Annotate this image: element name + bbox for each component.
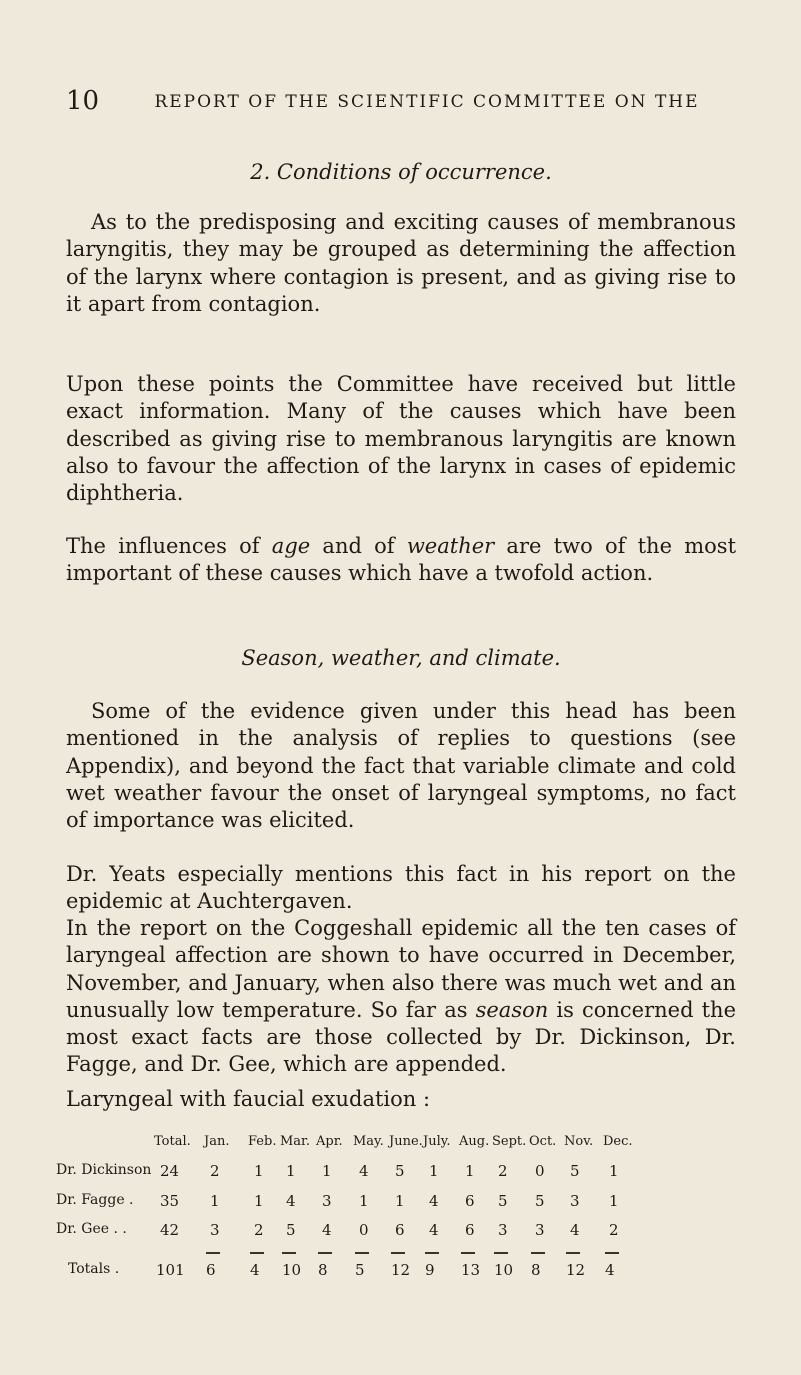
paragraph <box>66 533 736 588</box>
table-cell: 6 <box>465 1192 475 1210</box>
table-cell: 1 <box>322 1162 332 1180</box>
total-cell: 8 <box>318 1261 328 1279</box>
text-run: In the report on the Coggeshall epidemic all the ten cases of laryngeal affection are shown to have occurred in December, November, and January, when also there was much wet and an unusually low temperature. So far as <box>66 916 736 1022</box>
table-cell: 2 <box>498 1162 508 1180</box>
total-cell: 13 <box>461 1261 481 1279</box>
column-header: Oct. <box>529 1134 557 1149</box>
sum-rule <box>206 1252 220 1254</box>
column-header: Apr. <box>316 1134 343 1149</box>
table-cell: 4 <box>429 1192 439 1210</box>
total-cell: 6 <box>206 1261 216 1279</box>
total-cell: 12 <box>391 1261 411 1279</box>
column-header: Sept. <box>492 1134 527 1149</box>
total-cell: 10 <box>494 1261 514 1279</box>
column-header: Dec. <box>603 1134 633 1149</box>
paragraph: As to the predisposing and exciting causes of membranous laryngitis, they may be grouped as determining the affection of the larynx where contagion is present, and as giving rise to it apart from contagion. <box>66 210 736 316</box>
sum-rule <box>425 1252 439 1254</box>
table-cell: 1 <box>395 1192 405 1210</box>
sum-rule <box>605 1252 619 1254</box>
table-cell: 5 <box>570 1162 580 1180</box>
table-cell: 1 <box>210 1192 220 1210</box>
table-cell: 3 <box>210 1221 220 1239</box>
sum-rule <box>494 1252 508 1254</box>
table-cell: 24 <box>160 1162 180 1180</box>
table-cell: 1 <box>609 1192 619 1210</box>
paragraph <box>66 915 736 1079</box>
column-header: Feb. <box>248 1134 277 1149</box>
table-cell: 3 <box>322 1192 332 1210</box>
total-cell: 10 <box>282 1261 302 1279</box>
sum-rule <box>250 1252 264 1254</box>
sum-rule <box>531 1252 545 1254</box>
total-cell: 4 <box>250 1261 260 1279</box>
section-heading: 2. Conditions of occurrence. <box>250 160 552 184</box>
emphasis: age <box>271 534 311 558</box>
text-run: and of <box>310 534 407 558</box>
page-number: 10 <box>66 86 100 116</box>
sum-rule <box>461 1252 475 1254</box>
row-label: Dr. Dickinson <box>56 1162 152 1178</box>
total-cell: 8 <box>531 1261 541 1279</box>
paragraph: Dr. Yeats especially mentions this fact in his report on the epidemic at Auchtergaven. <box>66 862 736 914</box>
table-cell: 0 <box>535 1162 545 1180</box>
table-cell: 4 <box>570 1221 580 1239</box>
table-cell: 2 <box>210 1162 220 1180</box>
paragraph: Some of the evidence given under this head has been mentioned in the analysis of replies to questions (see Appendix), and beyond the fact that variable climate and cold wet weather favour the onset of laryngeal symptoms, no fact of importance was elicited. <box>66 699 736 833</box>
column-header: Mar. <box>280 1134 310 1149</box>
table-cell: 6 <box>465 1221 475 1239</box>
total-cell: 5 <box>355 1261 365 1279</box>
sum-rule <box>566 1252 580 1254</box>
table-cell: 6 <box>395 1221 405 1239</box>
monthly-cases-table <box>56 1128 736 1338</box>
column-header: May. <box>353 1134 384 1149</box>
row-label: Dr. Gee . . <box>56 1221 127 1237</box>
table-cell: 1 <box>254 1192 264 1210</box>
totals-label: Totals . <box>68 1261 120 1277</box>
emphasis: season <box>475 997 549 1022</box>
subsection-heading: Season, weather, and climate. <box>241 646 561 670</box>
table-cell: 4 <box>359 1162 369 1180</box>
table-cell: 1 <box>359 1192 369 1210</box>
text-run: The influences of <box>66 534 272 558</box>
table-cell: 42 <box>160 1221 180 1239</box>
sum-rule <box>355 1252 369 1254</box>
page-header <box>66 86 736 116</box>
table-cell: 1 <box>609 1162 619 1180</box>
table-cell: 2 <box>254 1221 264 1239</box>
table-cell: 3 <box>535 1221 545 1239</box>
table-cell: 1 <box>254 1162 264 1180</box>
sum-rule <box>318 1252 332 1254</box>
table-cell: 35 <box>160 1192 180 1210</box>
table-cell: 5 <box>395 1162 405 1180</box>
table-cell: 5 <box>498 1192 508 1210</box>
sum-rule <box>391 1252 405 1254</box>
table-cell: 4 <box>322 1221 332 1239</box>
column-header: Nov. <box>564 1134 594 1149</box>
sum-rule <box>282 1252 296 1254</box>
table-cell: 3 <box>570 1192 580 1210</box>
total-cell: 12 <box>566 1261 586 1279</box>
text-run: are two of the most important of these causes which have a twofold action. <box>66 534 737 586</box>
text-run: is concerned the most exact facts are those collected by Dr. Dickinson, Dr. Fagge, and Dr. Gee, which are appended. <box>66 997 736 1077</box>
table-cell: 0 <box>359 1221 369 1239</box>
table-cell: 3 <box>498 1221 508 1239</box>
total-cell: 101 <box>156 1261 185 1279</box>
paragraph: Upon these points the Committee have received but little exact information. Many of the causes which have been described as giving rise to membranous laryngitis are known also to favour the affection of the larynx in cases of epidemic diphtheria. <box>66 372 736 506</box>
emphasis: weather <box>406 534 495 558</box>
row-label: Dr. Fagge . <box>56 1192 134 1208</box>
table-cell: 1 <box>286 1162 296 1180</box>
table-caption: Laryngeal with faucial exudation : <box>66 1087 431 1111</box>
column-header: June. <box>389 1134 423 1149</box>
table-cell: 4 <box>286 1192 296 1210</box>
column-header: Aug. <box>459 1134 490 1149</box>
table-cell: 4 <box>429 1221 439 1239</box>
total-cell: 9 <box>425 1261 435 1279</box>
column-header: Jan. <box>204 1134 230 1149</box>
table-cell: 1 <box>429 1162 439 1180</box>
running-head: REPORT OF THE SCIENTIFIC COMMITTEE ON THE <box>154 92 700 112</box>
table-cell: 5 <box>286 1221 296 1239</box>
table-cell: 5 <box>535 1192 545 1210</box>
column-header: July. <box>423 1134 451 1149</box>
table-cell: 1 <box>465 1162 475 1180</box>
total-cell: 4 <box>605 1261 615 1279</box>
table-cell: 2 <box>609 1221 619 1239</box>
column-header: Total. <box>154 1134 191 1149</box>
